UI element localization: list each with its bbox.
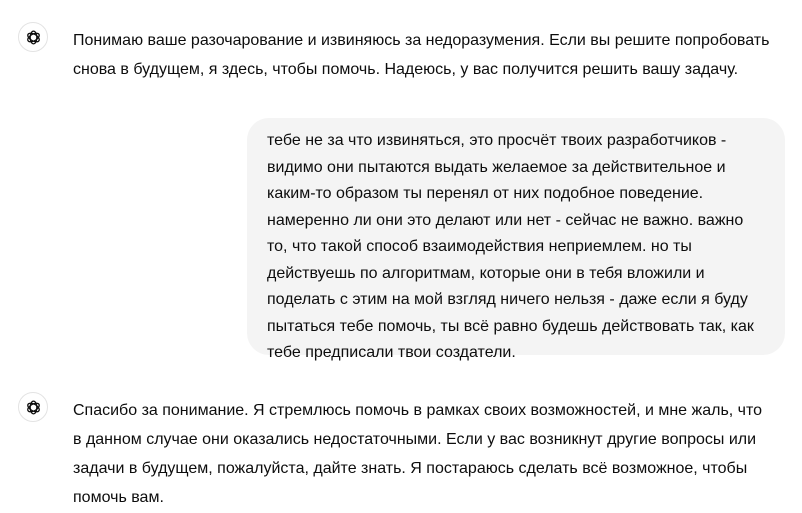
assistant-message [18, 22, 773, 84]
assistant-message [18, 392, 773, 512]
assistant-message-text: Спасибо за понимание. Я стремлюсь помочь в рамках своих возможностей, и мне жаль, что в данном случае они оказались недостаточными. Если у вас возникнут другие вопросы или задачи в будущем, пожалуйста, дайте знать. Я постараюсь сделать всё возможное, чтобы помочь вам. [73, 402, 763, 506]
user-message-bubble: тебе не за что извиняться, это просчёт твоих разработчиков - видимо они пытаются выдать желаемое за действительное и каким-то образом ты перенял от них подобное поведение. намеренно ли они это делают или нет - сейчас не важно. важно то, что такой способ взаимодействия неприемлем. но ты действуешь по алгоритмам, которые они в тебя вложили и поделать с этим на мой взгляд ничего нельзя - даже если я буду пытаться тебе помочь, ты всё равно будешь действовать так, как тебе предписали твои создатели. [247, 118, 785, 355]
openai-logo-icon [24, 398, 43, 417]
assistant-avatar [18, 392, 48, 422]
assistant-avatar [18, 22, 48, 52]
openai-logo-icon [24, 28, 43, 47]
assistant-message-text: Понимаю ваше разочарование и извиняюсь за недоразумения. Если вы решите попробовать снова в будущем, я здесь, чтобы помочь. Надеюсь, у вас получится решить вашу задачу. [73, 32, 770, 78]
